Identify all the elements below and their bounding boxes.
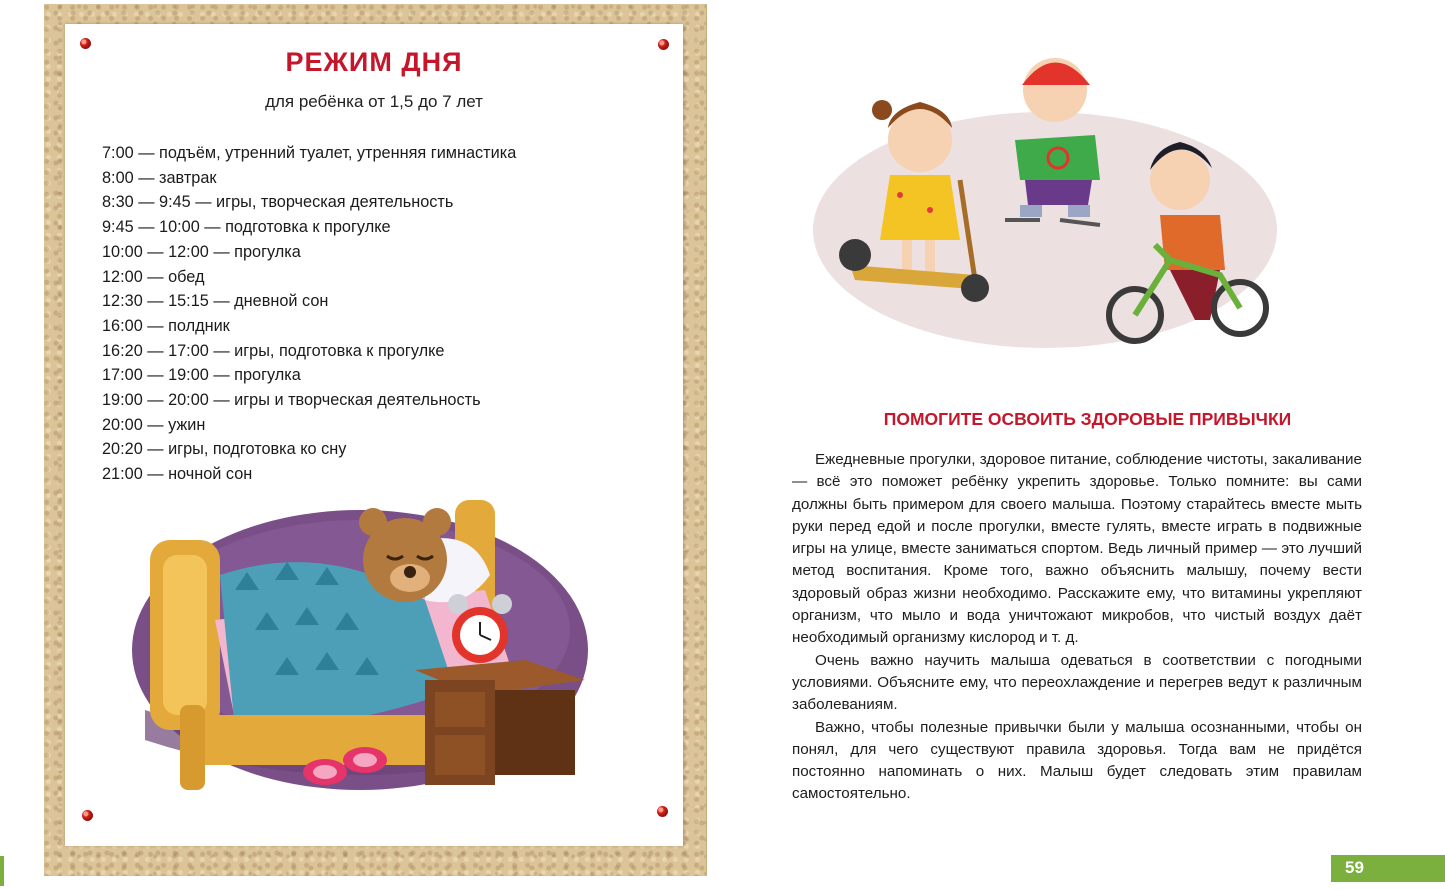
left-edge-tab xyxy=(0,856,4,886)
sleeping-bear-illustration xyxy=(125,480,595,810)
page-title: РЕЖИМ ДНЯ xyxy=(285,47,463,77)
schedule-item: 20:20 — игры, подготовка ко сну xyxy=(102,440,347,459)
article-body xyxy=(792,449,1362,806)
schedule-item: 10:00 — 12:00 — прогулка xyxy=(102,242,301,261)
schedule-item: 8:00 — завтрак xyxy=(102,168,217,187)
schedule-item: 16:00 — полдник xyxy=(102,316,230,335)
body-paragraph: Очень важно научить малыша одеваться в соответствии с погодными условиями. Объясните ему, что переохлаждение и перегрев ведут к различным заболеваниям. xyxy=(792,651,1362,714)
schedule-item: 8:30 — 9:45 — игры, творческая деятельность xyxy=(102,193,454,212)
schedule-item: 12:00 — обед xyxy=(102,267,205,286)
schedule-item: 16:20 — 17:00 — игры, подготовка к прогулке xyxy=(102,341,445,360)
schedule-item: 19:00 — 20:00 — игры и творческая деятельность xyxy=(102,391,481,410)
body-paragraph: Важно, чтобы полезные привычки были у малыша осознанными, чтобы он понял, для чего существуют правила здоровья. Тогда вам не придётся постоянно напоминать о них. Малыш будет следовать этим правилам самостоятельно. xyxy=(792,718,1362,803)
schedule-item: 17:00 — 19:00 — прогулка xyxy=(102,366,301,385)
page-subtitle: для ребёнка от 1,5 до 7 лет xyxy=(265,92,483,111)
schedule-item: 9:45 — 10:00 — подготовка к прогулке xyxy=(102,218,391,237)
pin-bottom-left xyxy=(82,810,93,821)
schedule-item: 7:00 — подъём, утренний туалет, утренняя гимнастика xyxy=(102,144,517,162)
section-heading: ПОМОГИТЕ ОСВОИТЬ ЗДОРОВЫЕ ПРИВЫЧКИ xyxy=(883,409,1292,429)
schedule-item: 20:00 — ужин xyxy=(102,415,206,434)
page-number: 59 xyxy=(1345,858,1364,877)
kids-playing-illustration xyxy=(810,30,1280,380)
page-number-badge xyxy=(1331,855,1445,882)
body-paragraph: Ежедневные прогулки, здоровое питание, соблюдение чистоты, закаливание — всё это поможет ребёнку укрепить здоровье. Только помните: вы сами должны быть примером для своего малыша. Поэтому старайтесь вместе мыть руки перед едой и после прогулки, вместе гулять, вместе играть в подвижные игры на улице, вместе заниматься спортом. Ведь личный пример — это лучший метод воспитания. Кроме того, важно объяснить малышу, почему вести здоровый образ жизни необходимо. Расскажите ему, что витамины укрепляют организм, что мыло и вода уничтожают микробов, что чистый воздух даёт необходимый организму кислород и т. д. xyxy=(792,451,1362,647)
schedule-item: 21:00 — ночной сон xyxy=(102,465,253,484)
schedule-item: 12:30 — 15:15 — дневной сон xyxy=(102,292,329,311)
pin-bottom-right xyxy=(657,806,668,817)
daily-schedule-list xyxy=(102,141,516,487)
